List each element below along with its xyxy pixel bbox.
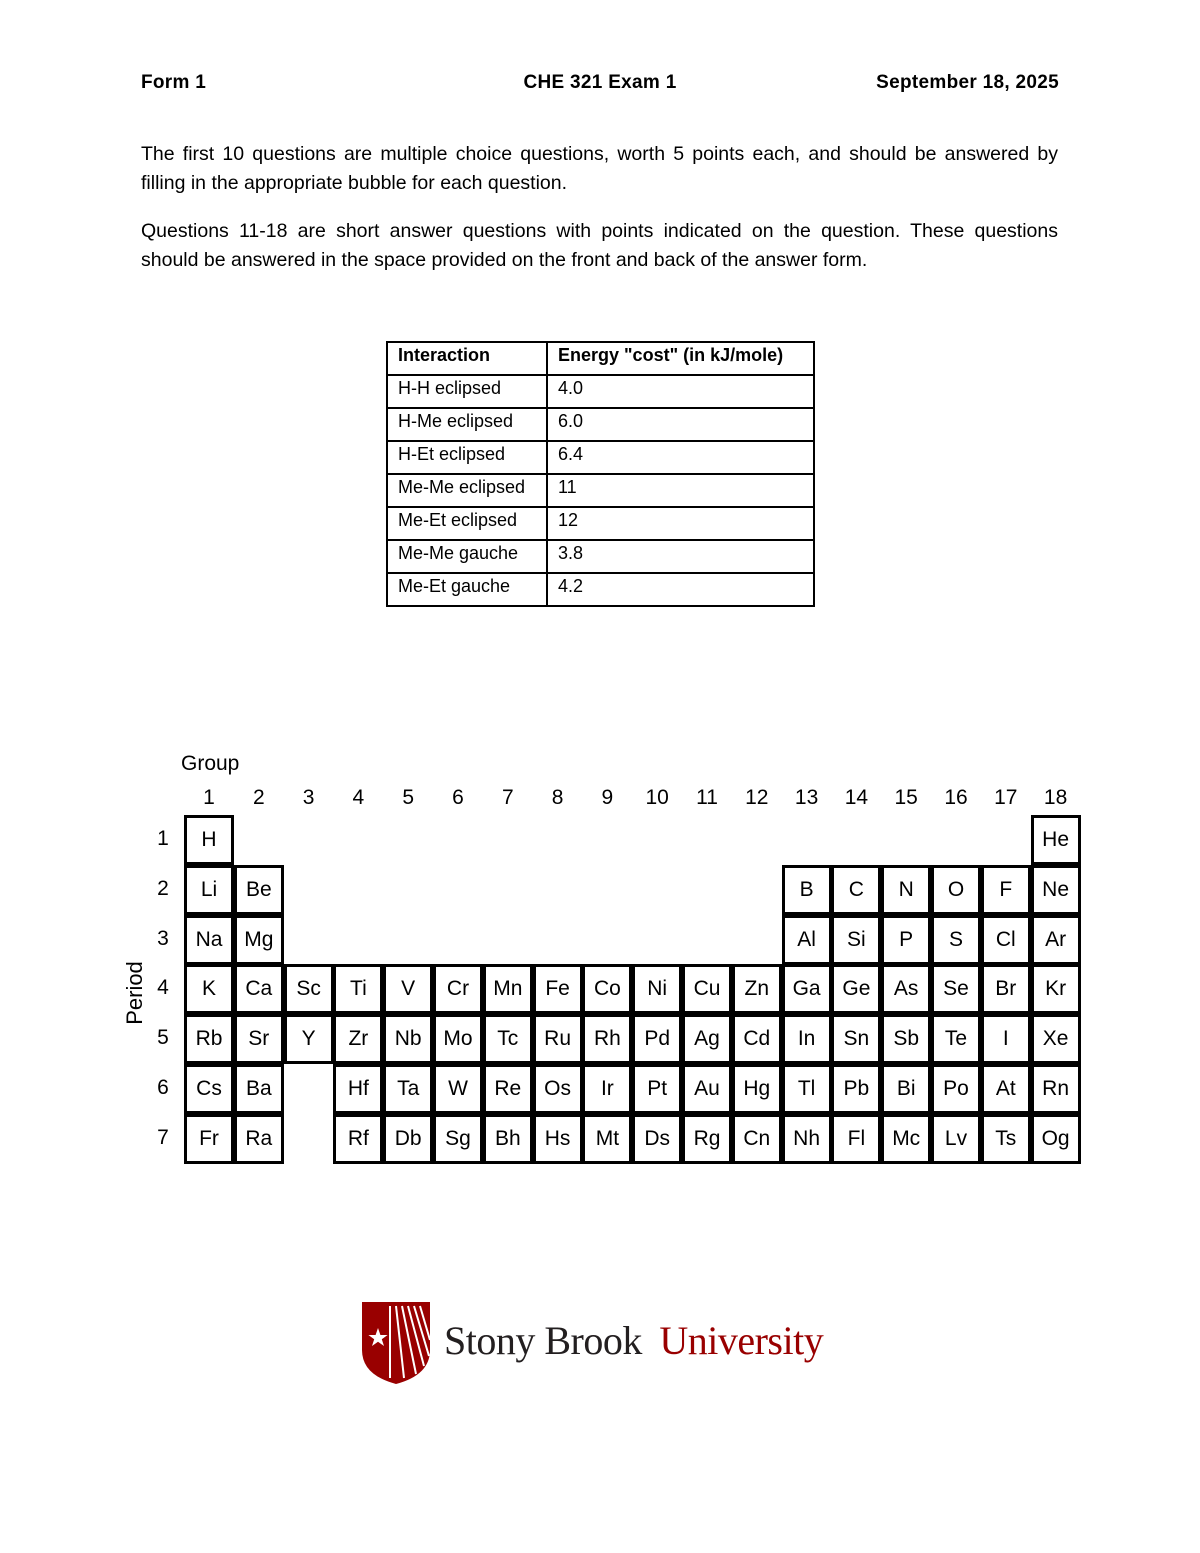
header-date: September 18, 2025 — [876, 72, 1059, 93]
element-cell-nb: Nb — [383, 1014, 433, 1064]
table-row — [387, 507, 814, 540]
element-cell-sg: Sg — [433, 1114, 483, 1164]
interaction-cell: Me-Et gauche — [387, 573, 547, 606]
element-cell-he: He — [1031, 815, 1081, 865]
interaction-cell: H-Et eclipsed — [387, 441, 547, 474]
group-number-14: 14 — [844, 786, 869, 809]
element-cell-db: Db — [383, 1114, 433, 1164]
element-cell-hg: Hg — [732, 1064, 782, 1114]
element-cell-ta: Ta — [383, 1064, 433, 1114]
table-row — [387, 573, 814, 606]
logo-text-university: University — [659, 1318, 824, 1363]
element-cell-n: N — [881, 865, 931, 915]
period-number-1: 1 — [157, 827, 169, 850]
group-number-10: 10 — [645, 786, 669, 809]
interaction-cell: Me-Me eclipsed — [387, 474, 547, 507]
element-cell-rh: Rh — [582, 1014, 632, 1064]
element-cell-v: V — [383, 964, 433, 1014]
element-cell-cd: Cd — [732, 1014, 782, 1064]
energy-cost-table — [386, 341, 815, 607]
group-number-3: 3 — [302, 786, 315, 809]
element-cell-xe: Xe — [1031, 1014, 1081, 1064]
element-cell-fl: Fl — [831, 1114, 881, 1164]
instructions-paragraph-2: Questions 11-18 are short answer questions with points indicated on the question. These questions should be answered in the space provided on the front and back of the answer form. — [141, 220, 1058, 271]
period-number-3: 3 — [157, 926, 169, 950]
element-cell-cr: Cr — [433, 964, 483, 1014]
energy-cell: 6.0 — [547, 408, 814, 441]
element-cell-f: F — [981, 865, 1031, 915]
element-cell-br: Br — [981, 964, 1031, 1014]
element-cell-p: P — [881, 915, 931, 965]
element-cell-rg: Rg — [682, 1114, 732, 1164]
element-cell-k: K — [184, 964, 234, 1014]
university-shield-icon — [362, 1302, 430, 1384]
group-number-9: 9 — [601, 786, 614, 809]
element-cell-bi: Bi — [881, 1064, 931, 1114]
element-cell-ir: Ir — [582, 1064, 632, 1114]
element-cell-pd: Pd — [632, 1014, 682, 1064]
element-cell-zr: Zr — [333, 1014, 383, 1064]
element-cell-h: H — [184, 815, 234, 865]
element-cell-c: C — [831, 865, 881, 915]
group-number-7: 7 — [501, 786, 514, 809]
table-row — [387, 441, 814, 474]
element-cell-ar: Ar — [1031, 915, 1081, 965]
element-cell-ne: Ne — [1031, 865, 1081, 915]
element-cell-se: Se — [931, 964, 981, 1014]
element-cell-mo: Mo — [433, 1014, 483, 1064]
element-cell-al: Al — [782, 915, 832, 965]
interaction-cell: H-Me eclipsed — [387, 408, 547, 441]
element-cell-w: W — [433, 1064, 483, 1114]
element-cell-au: Au — [682, 1064, 732, 1114]
element-cell-ge: Ge — [831, 964, 881, 1014]
element-cell-ds: Ds — [632, 1114, 682, 1164]
element-cell-li: Li — [184, 865, 234, 915]
element-cell-rb: Rb — [184, 1014, 234, 1064]
element-cell-re: Re — [483, 1064, 533, 1114]
element-cell-o: O — [931, 865, 981, 915]
stony-brook-university-logo — [360, 1300, 850, 1385]
group-number-6: 6 — [452, 786, 464, 809]
group-number-15: 15 — [894, 786, 918, 809]
element-cell-ag: Ag — [682, 1014, 732, 1064]
period-number-4: 4 — [157, 976, 169, 1000]
interaction-cell: Me-Me gauche — [387, 540, 547, 573]
group-number-1: 1 — [203, 786, 215, 809]
column-header-interaction: Interaction — [387, 342, 547, 375]
element-cell-sc: Sc — [284, 964, 334, 1014]
element-cell-ra: Ra — [234, 1114, 284, 1164]
logo-text-stony-brook: Stony Brook — [444, 1318, 642, 1363]
element-cell-pb: Pb — [831, 1064, 881, 1114]
column-header-energy: Energy "cost" (in kJ/mole) — [547, 342, 814, 375]
element-cell-cn: Cn — [732, 1114, 782, 1164]
element-cell-y: Y — [284, 1014, 334, 1064]
element-cell-mt: Mt — [582, 1114, 632, 1164]
element-cell-co: Co — [582, 964, 632, 1014]
element-cell-tl: Tl — [782, 1064, 832, 1114]
energy-cell: 12 — [547, 507, 814, 540]
element-cell-te: Te — [931, 1014, 981, 1064]
element-cell-lv: Lv — [931, 1114, 981, 1164]
element-cell-os: Os — [533, 1064, 583, 1114]
interaction-cell: Me-Et eclipsed — [387, 507, 547, 540]
group-axis-label: Group — [181, 752, 240, 775]
element-cell-mn: Mn — [483, 964, 533, 1014]
group-number-4: 4 — [352, 786, 365, 809]
element-cell-s: S — [931, 915, 981, 965]
element-cell-si: Si — [831, 915, 881, 965]
energy-cell: 4.0 — [547, 375, 814, 408]
element-cell-ts: Ts — [981, 1114, 1031, 1164]
element-cell-rn: Rn — [1031, 1064, 1081, 1114]
element-cell-cs: Cs — [184, 1064, 234, 1114]
table-row — [387, 375, 814, 408]
header-course-title: CHE 321 Exam 1 — [523, 72, 677, 93]
element-cell-tc: Tc — [483, 1014, 533, 1064]
table-row — [387, 474, 814, 507]
group-number-12: 12 — [745, 786, 769, 809]
element-cell-i: I — [981, 1014, 1031, 1064]
element-cell-po: Po — [931, 1064, 981, 1114]
interaction-cell: H-H eclipsed — [387, 375, 547, 408]
element-cell-ca: Ca — [234, 964, 284, 1014]
period-number-2: 2 — [157, 876, 169, 900]
period-axis-label: Period — [122, 961, 147, 1025]
table-row — [387, 540, 814, 573]
energy-cell: 3.8 — [547, 540, 814, 573]
element-cell-mg: Mg — [234, 915, 284, 965]
element-cell-ru: Ru — [533, 1014, 583, 1064]
element-cell-sr: Sr — [234, 1014, 284, 1064]
group-number-8: 8 — [551, 786, 564, 809]
group-number-16: 16 — [944, 786, 968, 809]
element-cell-ni: Ni — [632, 964, 682, 1014]
element-cell-og: Og — [1031, 1114, 1081, 1164]
element-cell-in: In — [782, 1014, 832, 1064]
element-cell-be: Be — [234, 865, 284, 915]
table-row — [387, 408, 814, 441]
element-cell-hs: Hs — [533, 1114, 583, 1164]
group-number-5: 5 — [402, 786, 415, 809]
element-cell-sb: Sb — [881, 1014, 931, 1064]
element-cell-kr: Kr — [1031, 964, 1081, 1014]
element-cell-as: As — [881, 964, 931, 1014]
element-cell-sn: Sn — [831, 1014, 881, 1064]
element-cell-at: At — [981, 1064, 1031, 1114]
group-number-13: 13 — [794, 786, 819, 809]
group-number-2: 2 — [252, 786, 265, 809]
element-cell-cu: Cu — [682, 964, 732, 1014]
element-cell-cl: Cl — [981, 915, 1031, 965]
period-number-6: 6 — [157, 1076, 169, 1099]
period-number-7: 7 — [157, 1125, 169, 1149]
instructions-paragraph-1: The first 10 questions are multiple choice questions, worth 5 points each, and should be answered by filling in the appropriate bubble for each question. — [141, 143, 1058, 194]
energy-cell: 6.4 — [547, 441, 814, 474]
energy-cell: 11 — [547, 474, 814, 507]
energy-cell: 4.2 — [547, 573, 814, 606]
element-cell-ti: Ti — [333, 964, 383, 1014]
element-cell-ga: Ga — [782, 964, 832, 1014]
group-number-17: 17 — [994, 786, 1018, 809]
table-header-row — [387, 342, 814, 375]
element-cell-ba: Ba — [234, 1064, 284, 1114]
element-cell-fe: Fe — [533, 964, 583, 1014]
group-number-18: 18 — [1043, 786, 1068, 809]
element-cell-nh: Nh — [782, 1114, 832, 1164]
element-cell-b: B — [782, 865, 832, 915]
element-cell-zn: Zn — [732, 964, 782, 1014]
element-cell-mc: Mc — [881, 1114, 931, 1164]
header-form-label: Form 1 — [141, 72, 207, 93]
element-cell-bh: Bh — [483, 1114, 533, 1164]
period-number-5: 5 — [157, 1026, 169, 1050]
element-cell-hf: Hf — [333, 1064, 383, 1114]
svg-text:Stony Brook University — [444, 1318, 824, 1363]
element-cell-rf: Rf — [333, 1114, 383, 1164]
group-number-11: 11 — [696, 786, 718, 809]
element-cell-na: Na — [184, 915, 234, 965]
element-cell-pt: Pt — [632, 1064, 682, 1114]
element-cell-fr: Fr — [184, 1114, 234, 1164]
